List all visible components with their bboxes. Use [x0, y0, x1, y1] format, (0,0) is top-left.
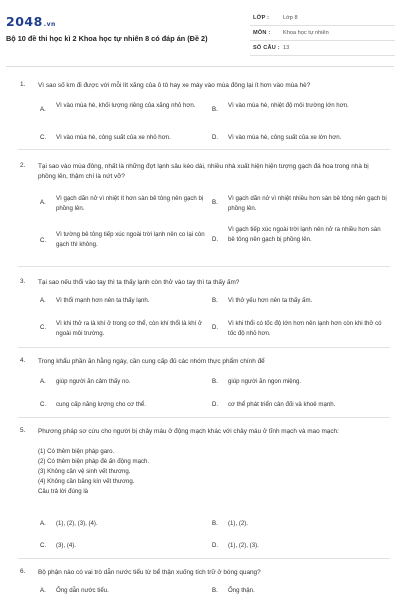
- header-divider: [6, 66, 394, 67]
- question-divider: [18, 347, 390, 348]
- question-divider: [18, 417, 390, 418]
- option-letter: B.: [212, 106, 218, 113]
- option-text: Vì tường bê tông tiếp xúc ngoài trời lạnh nên co lại còn gạch thì không.: [56, 231, 205, 248]
- site-logo[interactable]: [6, 14, 56, 29]
- statement-item: (3) Không cần vệ sinh vết thương.: [38, 468, 131, 475]
- option-text: cơ thể phát triển cân đối và khoẻ mạnh.: [228, 401, 336, 408]
- option-text: (1), (2).: [228, 520, 248, 527]
- option-letter: D.: [212, 324, 219, 331]
- option-letter: B.: [212, 378, 218, 385]
- meta-row-class: [250, 13, 395, 26]
- statement-item: (2) Có thêm biện pháp đè ấn động mạch.: [38, 458, 150, 465]
- question-text: Tại sao vào mùa đông, nhất là những đợt lạnh sâu kéo dài, nhiều nhà xuất hiện hiện tượng gạch đá hoa trong nhà bị phồng lên, thậm chí là nứt vỡ?: [38, 163, 369, 180]
- meta-table: [250, 13, 395, 58]
- option-text: giúp người ăn cảm thấy no.: [56, 378, 131, 385]
- statement-item: (4) Không cần băng kín vết thương.: [38, 478, 135, 485]
- option-letter: D.: [212, 542, 219, 549]
- question-number: 3.: [20, 278, 26, 285]
- question-text: Trong khẩu phần ăn hằng ngày, cần cung cấp đủ các nhóm thực phẩm chính để: [38, 358, 265, 365]
- option-b[interactable]: [212, 101, 387, 121]
- question-number: 6.: [20, 568, 26, 575]
- question-6: [0, 568, 400, 600]
- statement-item: (1) Có thêm biện pháp garo.: [38, 448, 115, 455]
- meta-value: Khoa học tự nhiên: [283, 30, 329, 36]
- option-text: Vì thổi mạnh hơn nên ta thấy lạnh.: [56, 297, 150, 304]
- meta-label: SỐ CÂU :: [253, 45, 280, 51]
- option-text: (1), (2), (3).: [228, 542, 259, 549]
- option-letter: B.: [212, 297, 218, 304]
- option-letter: C.: [40, 324, 47, 331]
- question-1: [0, 81, 400, 151]
- option-letter: D.: [212, 401, 219, 408]
- question-2: [0, 162, 400, 262]
- meta-label: LỚP :: [253, 15, 270, 21]
- question-divider: [18, 558, 390, 559]
- option-text: Vì vào mùa hè, khối lượng riêng của xăng nhỏ hơn.: [56, 102, 196, 109]
- question-5: [0, 427, 400, 557]
- meta-row-subject: [250, 28, 395, 41]
- meta-value: Lớp 8: [283, 15, 298, 21]
- option-b[interactable]: [212, 194, 387, 214]
- option-text: Vì vào mùa hè, nhiệt độ môi trường lớn hơn.: [228, 102, 349, 109]
- option-letter: D.: [212, 236, 219, 243]
- question-text: Bộ phận nào có vai trò dẫn nước tiểu từ bể thận xuống tích trữ ở bóng quang?: [38, 569, 261, 576]
- option-letter: C.: [40, 401, 47, 408]
- meta-value: 13: [283, 45, 290, 51]
- option-d[interactable]: [212, 319, 387, 339]
- option-text: Vì vào mùa hè, công suất của xe nhỏ hơn.: [56, 134, 171, 141]
- option-letter: C.: [40, 237, 47, 244]
- option-letter: A.: [40, 297, 46, 304]
- option-letter: C.: [40, 134, 47, 141]
- answer-prompt: Câu trả lời đúng là: [38, 488, 89, 495]
- question-text: Vì sao số km đi được với mỗi lít xăng của ô tô hay xe máy vào mùa đông lại ít hơn vào mùa hè?: [38, 82, 311, 89]
- question-text: Tại sao nếu thổi vào tay thì ta thấy lạnh còn thở vào tay thì ta thấy ấm?: [38, 279, 240, 286]
- meta-row-count: [250, 43, 395, 56]
- option-a[interactable]: [40, 101, 205, 121]
- question-3: [0, 278, 400, 348]
- page-header: [0, 0, 400, 66]
- option-text: Ống dẫn nước tiểu.: [56, 587, 109, 594]
- question-divider: [18, 149, 390, 150]
- option-letter: A.: [40, 378, 46, 385]
- option-letter: B.: [212, 587, 218, 594]
- logo-suffix: .vn: [43, 21, 56, 28]
- option-d[interactable]: [212, 225, 387, 255]
- option-text: Ống thận.: [228, 587, 255, 594]
- option-text: cung cấp năng lượng cho cơ thể.: [56, 401, 146, 408]
- option-letter: A.: [40, 520, 46, 527]
- statement-list: [38, 447, 378, 497]
- question-4: [0, 357, 400, 417]
- option-text: Vì gạch tiếp xúc ngoài trời lạnh nên nở ra nhiều hơn sàn bê tông nên gạch bị phồng lên.: [228, 226, 381, 243]
- option-letter: C.: [40, 542, 47, 549]
- question-number: 2.: [20, 162, 26, 169]
- page-title: Bộ 10 đề thi học kì 2 Khoa học tự nhiên 8 có đáp án (Đề 2): [6, 34, 208, 43]
- option-letter: A.: [40, 199, 46, 206]
- question-number: 4.: [20, 357, 26, 364]
- option-text: Vì vào mùa hè, công suất của xe lớn hơn.: [228, 134, 342, 141]
- option-letter: A.: [40, 587, 46, 594]
- option-c[interactable]: [40, 230, 205, 250]
- question-divider: [18, 266, 390, 267]
- option-text: (1), (2), (3), (4).: [56, 520, 98, 527]
- logo-main: 2048: [6, 14, 43, 29]
- option-letter: B.: [212, 520, 218, 527]
- question-number: 1.: [20, 81, 26, 88]
- option-text: (3), (4).: [56, 542, 76, 549]
- option-a[interactable]: [40, 194, 205, 214]
- option-text: giúp người ăn ngon miệng.: [228, 378, 302, 385]
- option-text: Vì gạch dãn nở vì nhiệt ít hơn sàn bê tông nên gạch bị phồng lên.: [56, 195, 204, 212]
- option-letter: D.: [212, 134, 219, 141]
- option-text: Vì khi thổi có tốc độ lớn hơn nên lạnh hơn còn khi thở có tốc độ nhỏ hơn.: [228, 320, 382, 337]
- option-letter: B.: [212, 199, 218, 206]
- question-number: 5.: [20, 427, 26, 434]
- option-c[interactable]: [40, 319, 205, 339]
- question-text: Phương pháp sơ cứu cho người bị chảy máu ở động mạch khác với chảy máu ở tĩnh mạch và mao mạch:: [38, 428, 339, 435]
- meta-label: MÔN :: [253, 30, 271, 36]
- option-text: Vì thở yếu hơn nên ta thấy ấm.: [228, 297, 313, 304]
- option-text: Vì khi thở ra là khí ở trong cơ thể, còn khí thổi là khí ở ngoài môi trường.: [56, 320, 203, 337]
- option-letter: A.: [40, 106, 46, 113]
- option-text: Vì gạch dãn nở vì nhiệt nhiều hơn sàn bê tông nên gạch bị phồng lên.: [228, 195, 387, 212]
